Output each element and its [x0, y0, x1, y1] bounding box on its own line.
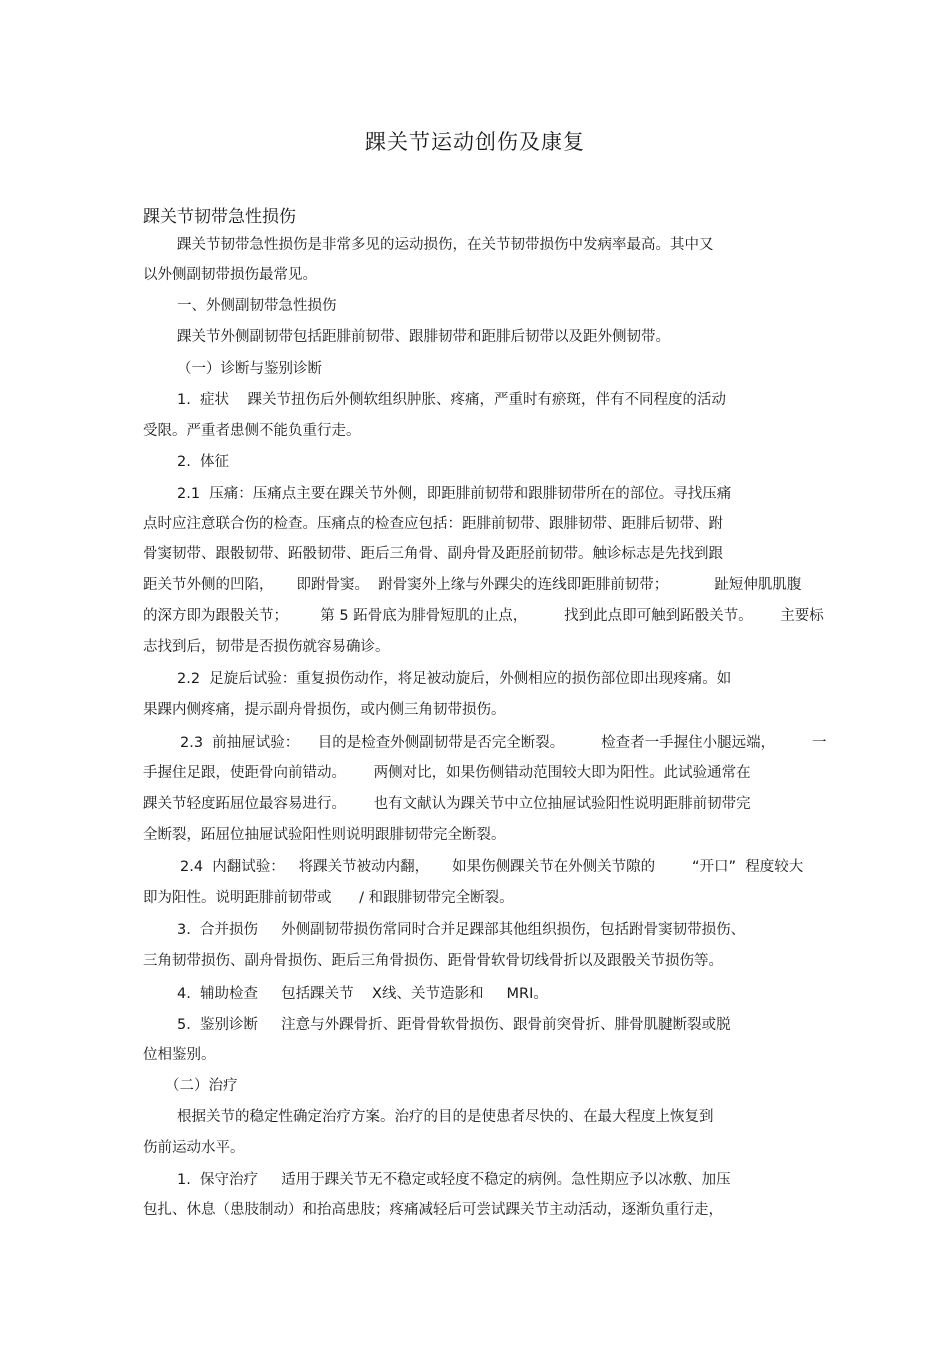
- paragraph-line: 2.4 内翻试验： 将踝关节被动内翻， 如果伤侧踝关节在外侧关节隙的 “开口” 程度较大: [180, 859, 804, 875]
- paragraph-line: 1. 症状 踝关节扭伤后外侧软组织肿胀、疼痛，严重时有瘀斑，伴有不同程度的活动: [177, 392, 726, 408]
- paragraph-line: （二）治疗: [165, 1078, 238, 1094]
- paragraph-line: （一）诊断与鉴别诊断: [177, 361, 322, 377]
- paragraph-line: 以外侧副韧带损伤最常见。: [143, 267, 317, 283]
- paragraph-line: 受限。严重者患侧不能负重行走。: [143, 423, 361, 439]
- paragraph-line: 4. 辅助检查 包括踝关节 X线、关节造影和 MRI。: [177, 986, 548, 1002]
- section-heading: 踝关节韧带急性损伤: [143, 207, 296, 227]
- paragraph-line: 志找到后，韧带是否损伤就容易确诊。: [143, 639, 390, 655]
- paragraph-line: 踝关节外侧副韧带包括距腓前韧带、跟腓韧带和距腓后韧带以及距外侧韧带。: [177, 329, 670, 345]
- paragraph-line: 的深方即为跟骰关节； 第 5 跖骨底为腓骨短肌的止点， 找到此点即可触到跖骰关节。 主要标: [143, 608, 824, 624]
- document-title: 踝关节运动创伤及康复: [365, 130, 585, 154]
- paragraph-line: 果踝内侧疼痛，提示副舟骨损伤，或内侧三角韧带损伤。: [143, 702, 506, 718]
- paragraph-line: 3. 合并损伤 外侧副韧带损伤常同时合并足踝部其他组织损伤，包括跗骨窦韧带损伤、: [177, 922, 746, 938]
- paragraph-line: 2.2 足旋后试验：重复损伤动作，将足被动旋后，外侧相应的损伤部位即出现疼痛。如: [177, 671, 732, 687]
- paragraph-line: 伤前运动水平。: [143, 1140, 245, 1156]
- paragraph-line: 1. 保守治疗 适用于踝关节无不稳定或轻度不稳定的病例。急性期应予以冰敷、加压: [177, 1172, 731, 1188]
- paragraph-line: 即为阳性。说明距腓前韧带或 / 和跟腓韧带完全断裂。: [143, 890, 514, 906]
- paragraph-line: 位相鉴别。: [143, 1047, 216, 1063]
- paragraph-line: 包扎、休息（患肢制动）和抬高患肢；疼痛减轻后可尝试踝关节主动活动，逐渐负重行走，: [143, 1202, 723, 1218]
- paragraph-line: 踝关节轻度跖屈位最容易进行。 也有文献认为踝关节中立位抽屉试验阳性说明距腓前韧带完: [143, 796, 751, 812]
- paragraph-line: 5. 鉴别诊断 注意与外踝骨折、距骨骨软骨损伤、跟骨前突骨折、腓骨肌腱断裂或脱: [177, 1017, 731, 1033]
- paragraph-line: 根据关节的稳定性确定治疗方案。治疗的目的是使患者尽快的、在最大程度上恢复到: [177, 1109, 714, 1125]
- paragraph-line: 骨窦韧带、跟骰韧带、跖骰韧带、距后三角骨、副舟骨及距胫前韧带。触诊标志是先找到跟: [143, 546, 723, 562]
- paragraph-line: 全断裂，跖屈位抽屉试验阳性则说明跟腓韧带完全断裂。: [143, 827, 506, 843]
- paragraph-line: 距关节外侧的凹陷， 即跗骨窦。 跗骨窦外上缘与外踝尖的连线即距腓前韧带； 趾短伸肌肌腹: [143, 577, 802, 593]
- paragraph-line: 2.1 压痛：压痛点主要在踝关节外侧，即距腓前韧带和跟腓韧带所在的部位。寻找压痛: [177, 486, 732, 502]
- paragraph-line: 2. 体征: [177, 454, 230, 470]
- paragraph-line: 踝关节韧带急性损伤是非常多见的运动损伤，在关节韧带损伤中发病率最高。其中又: [177, 237, 714, 253]
- paragraph-line: 2.3 前抽屉试验： 目的是检查外侧副韧带是否完全断裂。 检查者一手握住小腿远端， 一: [180, 735, 827, 751]
- paragraph-line: 手握住足跟，使距骨向前错动。 两侧对比，如果伤侧错动范围较大即为阳性。此试验通常在: [143, 765, 751, 781]
- paragraph-line: 一、外侧副韧带急性损伤: [177, 298, 337, 314]
- paragraph-line: 点时应注意联合伤的检查。压痛点的检查应包括：距腓前韧带、跟腓韧带、距腓后韧带、跗: [143, 516, 723, 532]
- paragraph-line: 三角韧带损伤、副舟骨损伤、距后三角骨损伤、距骨骨软骨切线骨折以及跟骰关节损伤等。: [143, 953, 723, 969]
